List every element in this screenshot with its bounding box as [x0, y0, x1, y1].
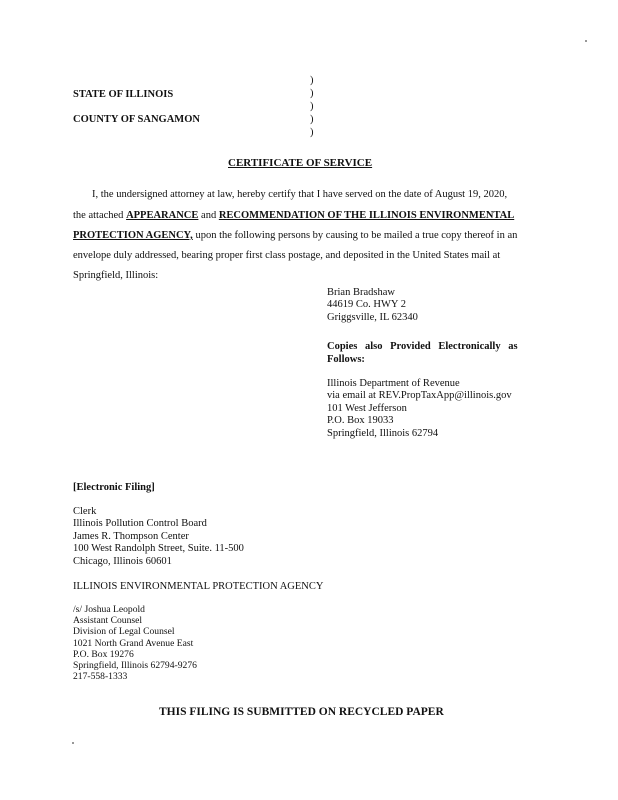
body-text: upon the following persons by causing to be mailed a true copy thereof in an	[195, 230, 518, 241]
copies-heading-line-1	[327, 340, 545, 353]
copies-city: Springfield, Illinois 62794	[327, 427, 439, 439]
body-line-5: Springfield, Illinois:	[73, 270, 159, 281]
copies-heading-text: Copies also Provided Electronically as	[327, 341, 518, 352]
efiling-label: [Electronic Filing]	[73, 482, 155, 493]
recipient-address	[327, 287, 418, 324]
efiling-line-2: Illinois Pollution Control Board	[73, 518, 207, 530]
caption-county: COUNTY OF SANGAMON	[73, 114, 200, 125]
agency-name: ILLINOIS ENVIRONMENTAL PROTECTION AGENCY	[73, 581, 324, 592]
caption-state: STATE OF ILLINOIS	[73, 89, 174, 100]
copies-street: 101 West Jefferson	[327, 402, 407, 414]
document-title: CERTIFICATE OF SERVICE	[228, 157, 373, 169]
signature-street: 1021 North Grand Avenue East	[73, 637, 194, 649]
copies-org: Illinois Department of Revenue	[327, 378, 460, 389]
body-text: the attached	[73, 210, 124, 221]
efiling-address	[73, 506, 244, 568]
signature-block	[73, 604, 197, 682]
efiling-line-3: James R. Thompson Center	[73, 530, 189, 542]
recipient-street: 44619 Co. HWY 2	[327, 299, 406, 311]
scan-speck	[585, 40, 587, 42]
document-name-appearance: APPEARANCE	[126, 210, 199, 221]
copies-address	[327, 378, 512, 440]
signature-division: Division of Legal Counsel	[73, 626, 175, 638]
caption-paren: )	[310, 88, 314, 99]
body-text: and	[201, 210, 217, 221]
efiling-line-1: Clerk	[73, 506, 97, 517]
body-line-3	[73, 230, 517, 242]
signature-phone: 217-558-1333	[73, 671, 128, 683]
scan-speck	[72, 742, 74, 744]
document-name-recommendation: RECOMMENDATION OF THE ILLINOIS ENVIRONMENTAL	[218, 210, 515, 221]
efiling-line-4: 100 West Randolph Street, Suite. 11-500	[73, 543, 244, 555]
copies-heading	[327, 340, 545, 366]
efiling-line-5: Chicago, Illinois 60601	[73, 555, 172, 567]
signature-city: Springfield, Illinois 62794-9276	[73, 660, 197, 672]
copies-po: P.O. Box 19033	[327, 415, 394, 427]
document-name-recommendation-cont: PROTECTION AGENCY,	[73, 230, 193, 241]
recipient-city: Griggsville, IL 62340	[327, 311, 418, 323]
copies-email: via email at REV.PropTaxApp@illinois.gov	[327, 390, 512, 402]
body-line-2	[73, 210, 514, 222]
recipient-name: Brian Bradshaw	[327, 287, 395, 298]
signature-po: P.O. Box 19276	[73, 648, 134, 660]
signature-name: /s/ Joshua Leopold	[73, 604, 145, 615]
caption-paren: )	[310, 75, 314, 86]
footer-recycled-notice: THIS FILING IS SUBMITTED ON RECYCLED PAPER	[159, 706, 444, 718]
body-line-1: I, the undersigned attorney at law, hereby certify that I have served on the date of August 19, 2020,	[92, 189, 508, 200]
signature-title: Assistant Counsel	[73, 615, 143, 627]
copies-heading-line-2: Follows:	[327, 354, 365, 365]
body-line-4: envelope duly addressed, bearing proper first class postage, and deposited in the United States mail at	[73, 250, 501, 261]
caption-paren: )	[310, 101, 314, 112]
caption-paren: )	[310, 114, 314, 125]
caption-paren: )	[310, 127, 314, 138]
